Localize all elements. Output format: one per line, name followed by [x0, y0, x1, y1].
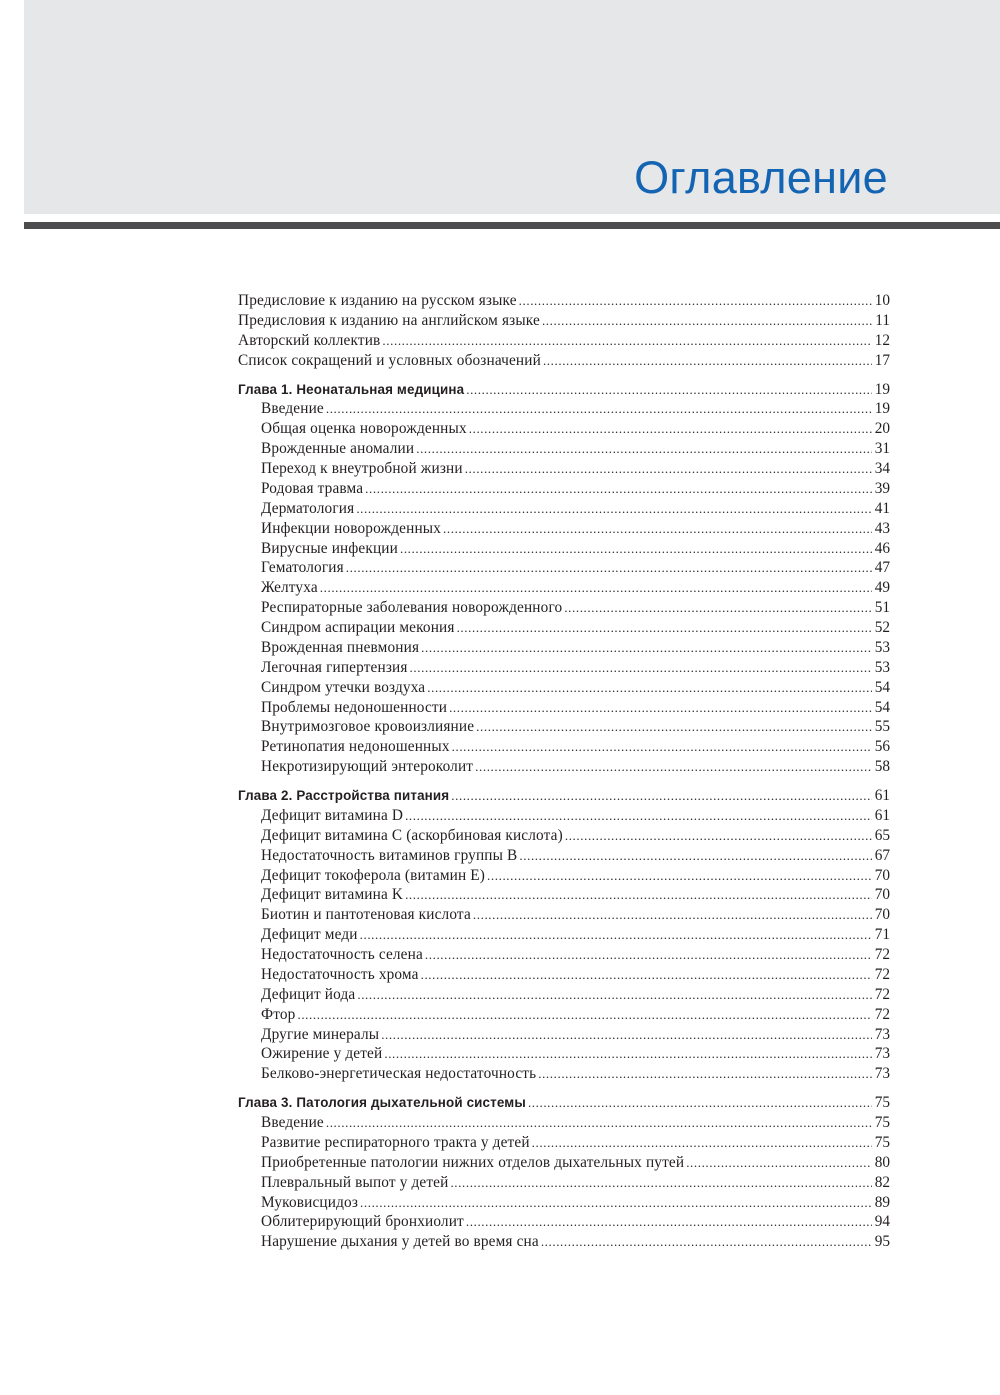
toc-entry[interactable]	[238, 717, 890, 737]
toc-entry-title: Синдром утечки воздуха	[261, 678, 426, 696]
dot-leader	[528, 1093, 872, 1113]
toc-page-number: 31	[874, 440, 890, 458]
toc-entry[interactable]	[238, 698, 890, 718]
toc-entry-title: Другие минералы	[261, 1025, 380, 1043]
table-of-contents	[238, 291, 890, 1261]
toc-chapter-entry[interactable]	[238, 786, 890, 806]
toc-entry[interactable]	[238, 519, 890, 539]
dot-leader	[519, 846, 872, 866]
toc-chapter-section	[238, 786, 890, 1084]
toc-entry[interactable]	[238, 737, 890, 757]
toc-entry[interactable]	[238, 351, 890, 371]
dot-leader	[405, 885, 872, 905]
toc-entry-title: Ожирение у детей	[261, 1045, 383, 1063]
toc-page-number: 41	[874, 499, 890, 517]
toc-entry-title: Авторский коллектив	[238, 331, 381, 349]
dot-leader	[473, 905, 872, 925]
toc-entry[interactable]	[238, 985, 890, 1005]
toc-entry-title: Нарушение дыхания у детей во время сна	[261, 1233, 539, 1251]
toc-entry-title: Переход к внеутробной жизни	[261, 460, 463, 477]
toc-page-number: 19	[874, 400, 890, 418]
toc-entry[interactable]	[238, 598, 890, 618]
toc-entry-title: Недостаточность витаминов группы В	[261, 846, 518, 864]
dot-leader	[466, 380, 872, 400]
toc-page-number: 11	[875, 311, 890, 329]
dot-leader	[360, 925, 872, 945]
toc-entry[interactable]	[238, 558, 890, 578]
toc-entry[interactable]	[238, 638, 890, 658]
dot-leader	[466, 1212, 872, 1232]
toc-page-number: 94	[874, 1213, 890, 1231]
dot-leader	[360, 1193, 872, 1213]
dot-leader	[416, 439, 872, 459]
dot-leader	[320, 578, 872, 598]
dot-leader	[449, 698, 872, 718]
toc-entry-title: Плевральный выпот у детей	[261, 1173, 449, 1191]
toc-page-number: 72	[874, 965, 890, 983]
toc-entry-title: Дерматология	[261, 499, 355, 517]
dot-leader	[421, 638, 872, 658]
toc-page-number: 75	[874, 1094, 890, 1112]
toc-entry-title: Легочная гипертензия	[261, 658, 408, 676]
toc-entry-title: Облитерирующий бронхиолит	[261, 1213, 464, 1231]
dot-leader	[565, 826, 872, 846]
toc-page-number: 73	[874, 1025, 890, 1043]
dot-leader	[400, 539, 872, 559]
dot-leader	[487, 866, 872, 886]
dot-leader	[405, 806, 872, 826]
toc-entry-title: Врожденная пневмония	[261, 638, 420, 656]
toc-page-number: 20	[874, 420, 890, 438]
toc-entry-title: Развитие респираторного тракта у детей	[261, 1133, 530, 1151]
toc-entry-title: Дефицит витамина С (аскорбиновая кислота)	[261, 826, 563, 844]
toc-entry[interactable]	[238, 1212, 890, 1232]
toc-entry-title: Гематология	[261, 559, 344, 577]
toc-page-number: 58	[874, 758, 890, 776]
dot-leader	[425, 945, 872, 965]
dot-leader	[421, 965, 872, 985]
toc-front-matter	[238, 291, 890, 371]
dot-leader	[326, 399, 872, 419]
toc-page-number: 19	[874, 380, 890, 398]
toc-entry-title: Некротизирующий энтероколит	[261, 758, 474, 776]
dot-leader	[538, 1064, 872, 1084]
toc-page-number: 70	[874, 886, 890, 904]
toc-entry-title: Глава 1. Неонатальная медицина	[238, 381, 465, 397]
toc-entry[interactable]	[238, 1173, 890, 1193]
dot-leader	[384, 1044, 872, 1064]
toc-entry-title: Дефицит токоферола (витамин Е)	[261, 866, 486, 884]
dot-leader	[451, 786, 872, 806]
dot-leader	[346, 558, 872, 578]
toc-entry[interactable]	[238, 945, 890, 965]
toc-entry[interactable]	[238, 1044, 890, 1064]
toc-page-number: 82	[874, 1173, 890, 1191]
toc-page-number: 47	[874, 559, 890, 577]
toc-entry-title: Дефицит витамина K	[261, 886, 404, 904]
toc-entry[interactable]	[238, 1133, 890, 1153]
toc-entry-title: Глава 2. Расстройства питания	[238, 788, 450, 803]
toc-entry[interactable]	[238, 678, 890, 698]
toc-page-number: 73	[874, 1065, 890, 1083]
toc-entry-title: Респираторные заболевания новорожденного	[261, 599, 563, 617]
toc-page-number: 43	[874, 519, 890, 537]
toc-chapter-entry[interactable]	[238, 1093, 890, 1113]
toc-page-number: 39	[874, 479, 890, 497]
toc-page-number: 46	[874, 539, 890, 557]
toc-entry[interactable]	[238, 578, 890, 598]
dot-leader	[475, 757, 872, 777]
toc-entry-title: Врожденные аномалии	[261, 440, 415, 458]
toc-entry-title: Недостаточность селена	[261, 946, 423, 963]
toc-page-number: 49	[874, 579, 890, 597]
dot-leader	[564, 598, 872, 618]
dot-leader	[427, 678, 872, 698]
toc-entry-title: Внутримозговое кровоизлияние	[261, 718, 475, 736]
toc-page-number: 53	[874, 638, 890, 656]
toc-entry[interactable]	[238, 459, 890, 479]
dot-leader	[356, 499, 872, 519]
dot-leader	[452, 737, 872, 757]
dot-leader	[469, 419, 872, 439]
dot-leader	[381, 1025, 872, 1045]
toc-entry-title: Вирусные инфекции	[261, 539, 398, 557]
toc-entry[interactable]	[238, 419, 890, 439]
toc-entry[interactable]	[238, 1064, 890, 1084]
toc-entry[interactable]	[238, 618, 890, 638]
toc-entry[interactable]	[238, 499, 890, 519]
toc-page-number: 72	[874, 946, 890, 963]
dot-leader	[476, 717, 872, 737]
dot-leader	[542, 311, 872, 331]
toc-page-number: 17	[874, 351, 890, 369]
toc-entry-title: Ретинопатия недоношенных	[261, 738, 450, 756]
toc-page-number: 75	[874, 1114, 890, 1131]
toc-entry[interactable]	[238, 658, 890, 678]
dot-leader	[519, 291, 872, 311]
toc-page-number: 51	[874, 599, 890, 617]
toc-entry[interactable]	[238, 439, 890, 459]
dot-leader	[457, 618, 872, 638]
toc-entry-title: Общая оценка новорожденных	[261, 420, 467, 438]
toc-entry[interactable]	[238, 757, 890, 777]
toc-entry[interactable]	[238, 1232, 890, 1252]
toc-page-number: 70	[874, 866, 890, 884]
dot-leader	[410, 658, 872, 678]
toc-page-number: 55	[874, 718, 890, 736]
toc-entry[interactable]	[238, 331, 890, 351]
toc-chapter-section	[238, 380, 890, 778]
toc-entry-title: Недостаточность хрома	[261, 965, 419, 983]
toc-page-number: 10	[874, 292, 890, 309]
dot-leader	[326, 1113, 872, 1133]
toc-entry-title: Белково-энергетическая недостаточность	[261, 1065, 537, 1083]
toc-entry-title: Дефицит витамина D	[261, 806, 404, 824]
dot-leader	[686, 1153, 872, 1173]
toc-entry[interactable]	[238, 1005, 890, 1025]
toc-entry[interactable]	[238, 965, 890, 985]
toc-page-number: 72	[874, 1005, 890, 1023]
toc-page-number: 12	[874, 331, 890, 349]
toc-entry[interactable]	[238, 311, 890, 331]
toc-entry[interactable]	[238, 1193, 890, 1213]
toc-entry[interactable]	[238, 885, 890, 905]
toc-entry[interactable]	[238, 399, 890, 419]
toc-page-number: 56	[874, 738, 890, 756]
toc-entry-title: Предисловия к изданию на английском языке	[238, 311, 540, 329]
toc-page-number: 54	[874, 678, 890, 696]
toc-entry[interactable]	[238, 291, 890, 311]
toc-page-number: 71	[874, 926, 890, 944]
toc-entry[interactable]	[238, 866, 890, 886]
toc-entry-title: Проблемы недоношенности	[261, 698, 448, 716]
toc-entry-title: Дефицит меди	[261, 926, 358, 944]
page-title: Оглавление	[634, 152, 888, 203]
toc-entry[interactable]	[238, 539, 890, 559]
toc-page-number: 52	[874, 619, 890, 636]
toc-page-number: 61	[874, 787, 890, 804]
toc-page-number: 75	[874, 1133, 890, 1151]
toc-page-number: 70	[874, 906, 890, 924]
toc-entry[interactable]	[238, 905, 890, 925]
toc-page-number: 80	[874, 1153, 890, 1171]
toc-page-number: 89	[874, 1193, 890, 1211]
toc-entry[interactable]	[238, 846, 890, 866]
toc-entry-title: Биотин и пантотеновая кислота	[261, 906, 471, 924]
dot-leader	[357, 985, 872, 1005]
toc-entry-title: Муковисцидоз	[261, 1193, 359, 1211]
toc-entry-title: Инфекции новорожденных	[261, 519, 442, 537]
toc-entry-title: Приобретенные патологии нижних отделов дыхательных путей	[261, 1153, 685, 1171]
toc-page-number: 67	[874, 846, 890, 864]
toc-entry-title: Предисловие к изданию на русском языке	[238, 292, 517, 309]
toc-page-number: 95	[874, 1233, 890, 1251]
toc-entry[interactable]	[238, 806, 890, 826]
toc-entry[interactable]	[238, 1153, 890, 1173]
dot-leader	[365, 479, 872, 499]
toc-page-number: 72	[874, 985, 890, 1003]
toc-entry-title: Желтуха	[261, 579, 318, 597]
header-divider	[24, 222, 1000, 229]
dot-leader	[450, 1173, 872, 1193]
toc-page-number: 53	[874, 658, 890, 676]
toc-page-number: 34	[874, 460, 890, 477]
toc-entry[interactable]	[238, 925, 890, 945]
toc-entry-title: Введение	[261, 400, 324, 418]
toc-chapter-section	[238, 1093, 890, 1252]
dot-leader	[465, 459, 872, 479]
toc-entry-title: Введение	[261, 1114, 324, 1131]
dot-leader	[382, 331, 872, 351]
toc-entry[interactable]	[238, 1025, 890, 1045]
toc-entry-title: Фтор	[261, 1005, 296, 1023]
toc-entry[interactable]	[238, 479, 890, 499]
dot-leader	[543, 351, 872, 371]
dot-leader	[297, 1005, 872, 1025]
toc-entry[interactable]	[238, 1113, 890, 1133]
toc-page-number: 54	[874, 698, 890, 716]
toc-entry-title: Дефицит йода	[261, 985, 356, 1003]
toc-entry[interactable]	[238, 826, 890, 846]
toc-page-number: 65	[874, 826, 890, 844]
toc-entry-title: Глава 3. Патология дыхательной системы	[238, 1095, 526, 1111]
dot-leader	[541, 1232, 872, 1252]
toc-entry-title: Синдром аспирации мекония	[261, 619, 455, 636]
toc-page-number: 73	[874, 1045, 890, 1063]
dot-leader	[532, 1133, 872, 1153]
toc-entry-title: Список сокращений и условных обозначений	[238, 351, 541, 369]
toc-chapter-entry[interactable]	[238, 380, 890, 400]
dot-leader	[443, 519, 872, 539]
toc-entry-title: Родовая травма	[261, 479, 364, 497]
toc-page-number: 61	[874, 806, 890, 824]
